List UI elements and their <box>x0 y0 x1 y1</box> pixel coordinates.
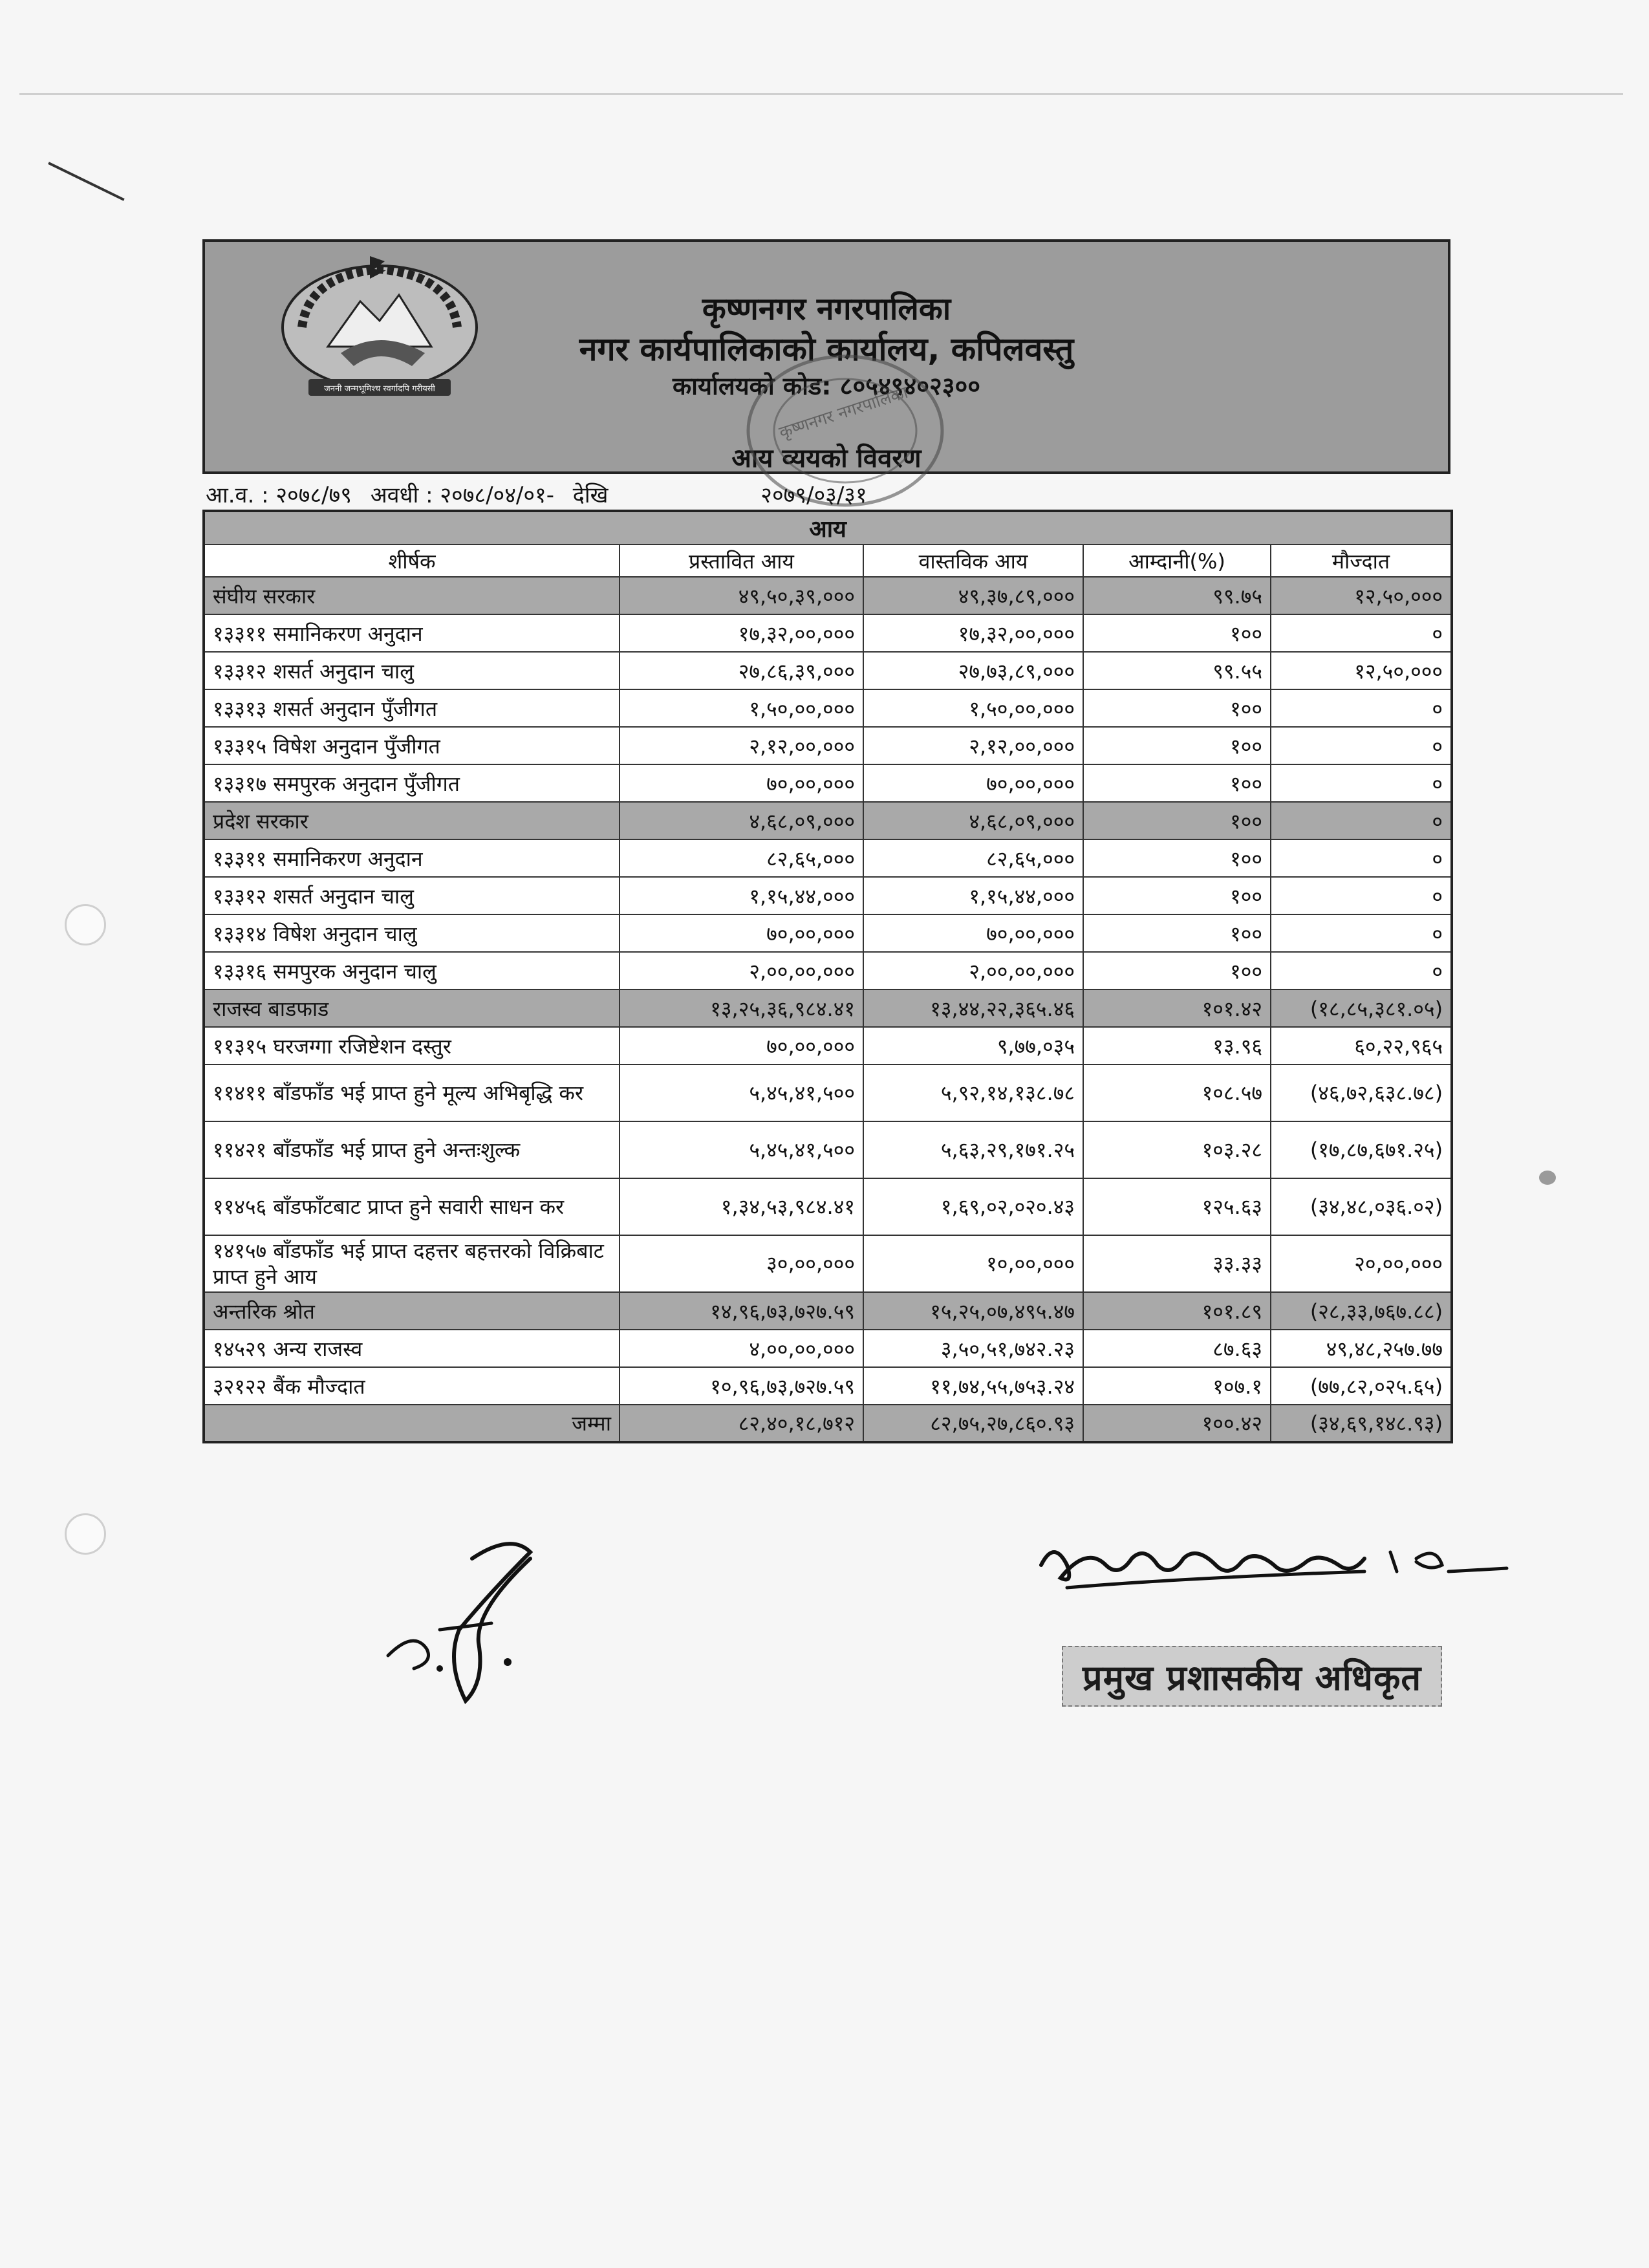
income-percent: ३३.३३ <box>1083 1235 1271 1292</box>
balance: ६०,२२,९६५ <box>1271 1027 1452 1064</box>
actual-income: १७,३२,००,००० <box>863 614 1083 652</box>
row-name: १३३११ समानिकरण अनुदान <box>204 839 620 877</box>
row-name: १४५२९ अन्य राजस्व <box>204 1330 620 1367</box>
table-row <box>204 1367 1452 1405</box>
balance: (२८,३३,७६७.८८) <box>1271 1292 1452 1330</box>
seal-text: कृष्णनगर नगरपालिका <box>777 383 911 443</box>
scan-speck <box>1539 1171 1556 1185</box>
income-percent: १०८.५७ <box>1083 1064 1271 1121</box>
row-name: १३३१५ विषेश अनुदान पुँजीगत <box>204 727 620 764</box>
income-percent: ९९.७५ <box>1083 577 1271 614</box>
table-row <box>204 1121 1452 1178</box>
actual-income: ५,६३,२९,१७१.२५ <box>863 1121 1083 1178</box>
balance: ० <box>1271 877 1452 914</box>
proposed-income: १,१५,४४,००० <box>620 877 863 914</box>
table-row <box>204 1027 1452 1064</box>
actual-income: १३,४४,२२,३६५.४६ <box>863 989 1083 1027</box>
actual-income: ८२,६५,००० <box>863 839 1083 877</box>
row-name: संघीय सरकार <box>204 577 620 614</box>
total-percent: १००.४२ <box>1083 1405 1271 1442</box>
category-row <box>204 1292 1452 1330</box>
row-name: ११४२१ बाँडफाँड भई प्राप्त हुने अन्तःशुल्क <box>204 1121 620 1178</box>
total-actual: ८२,७५,२७,८६०.९३ <box>863 1405 1083 1442</box>
actual-income: २,००,००,००० <box>863 952 1083 989</box>
table-row <box>204 1235 1452 1292</box>
table-row <box>204 764 1452 802</box>
signature-right <box>1028 1526 1520 1610</box>
pen-mark <box>48 162 125 201</box>
row-name: राजस्व बाडफाड <box>204 989 620 1027</box>
income-percent: १०० <box>1083 839 1271 877</box>
income-percent: १०० <box>1083 952 1271 989</box>
column-header: प्रस्तावित आय <box>620 545 863 577</box>
table-row <box>204 652 1452 689</box>
proposed-income: २,००,००,००० <box>620 952 863 989</box>
period-to: २०७९/०३/३१ <box>760 482 867 508</box>
balance: (१७,८७,६७१.२५) <box>1271 1121 1452 1178</box>
category-row <box>204 989 1452 1027</box>
designation-stamp: प्रमुख प्रशासकीय अधिकृत <box>1062 1646 1442 1707</box>
proposed-income: ३०,००,००० <box>620 1235 863 1292</box>
category-row <box>204 802 1452 839</box>
scan-edge-line <box>19 93 1623 95</box>
table-row <box>204 1064 1452 1121</box>
table-row <box>204 1178 1452 1235</box>
proposed-income: ७०,००,००० <box>620 1027 863 1064</box>
proposed-income: ४,००,००,००० <box>620 1330 863 1367</box>
section-title: आय <box>204 511 1452 545</box>
proposed-income: ७०,००,००० <box>620 764 863 802</box>
proposed-income: १७,३२,००,००० <box>620 614 863 652</box>
actual-income: ७०,००,००० <box>863 764 1083 802</box>
category-row <box>204 577 1452 614</box>
fiscal-year: आ.व. : २०७८/७९ <box>206 482 352 508</box>
table-row <box>204 877 1452 914</box>
table-row <box>204 727 1452 764</box>
actual-income: १०,००,००० <box>863 1235 1083 1292</box>
income-percent: १३.९६ <box>1083 1027 1271 1064</box>
table-row <box>204 914 1452 952</box>
balance: ० <box>1271 614 1452 652</box>
balance: ० <box>1271 802 1452 839</box>
statement-title: आय व्ययको विवरण <box>731 444 921 473</box>
income-percent: १०३.२८ <box>1083 1121 1271 1178</box>
balance: ० <box>1271 952 1452 989</box>
actual-income: १,६९,०२,०२०.४३ <box>863 1178 1083 1235</box>
proposed-income: १४,९६,७३,७२७.५९ <box>620 1292 863 1330</box>
total-label: जम्मा <box>204 1405 620 1442</box>
section-title-row <box>204 511 1452 545</box>
row-name: १३३११ समानिकरण अनुदान <box>204 614 620 652</box>
actual-income: १,१५,४४,००० <box>863 877 1083 914</box>
row-name: ११४११ बाँडफाँड भई प्राप्त हुने मूल्य अभिबृद्धि कर <box>204 1064 620 1121</box>
proposed-income: १३,२५,३६,९८४.४१ <box>620 989 863 1027</box>
income-percent: १०० <box>1083 914 1271 952</box>
table-row <box>204 839 1452 877</box>
table-row <box>204 689 1452 727</box>
income-percent: १०० <box>1083 614 1271 652</box>
balance: ४९,४८,२५७.७७ <box>1271 1330 1452 1367</box>
table-row <box>204 614 1452 652</box>
row-name: १३३१२ शसर्त अनुदान चालु <box>204 652 620 689</box>
column-header: वास्तविक आय <box>863 545 1083 577</box>
income-percent: १०० <box>1083 764 1271 802</box>
column-header: मौज्दात <box>1271 545 1452 577</box>
row-name: ११३१५ घरजग्गा रजिष्टेशन दस्तुर <box>204 1027 620 1064</box>
proposed-income: १,३४,५३,९८४.४१ <box>620 1178 863 1235</box>
total-proposed: ८२,४०,१८,७१२ <box>620 1405 863 1442</box>
proposed-income: १०,९६,७३,७२७.५९ <box>620 1367 863 1405</box>
income-percent: १२५.६३ <box>1083 1178 1271 1235</box>
department-name: नगर कार्यपालिकाको कार्यालय, कपिलवस्तु <box>579 330 1074 368</box>
period-line <box>206 479 867 509</box>
balance: (७७,८२,०२५.६५) <box>1271 1367 1452 1405</box>
office-name: कृष्णनगर नगरपालिका <box>702 291 951 327</box>
income-percent: १०० <box>1083 689 1271 727</box>
row-name: १३३१७ समपुरक अनुदान पुँजीगत <box>204 764 620 802</box>
balance: (१८,८५,३८१.०५) <box>1271 989 1452 1027</box>
balance: (४६,७२,६३८.७८) <box>1271 1064 1452 1121</box>
punch-hole <box>65 1513 106 1555</box>
row-name: अन्तरिक श्रोत <box>204 1292 620 1330</box>
row-name: १३३१४ विषेश अनुदान चालु <box>204 914 620 952</box>
balance: ० <box>1271 727 1452 764</box>
actual-income: ५,९२,१४,१३८.७८ <box>863 1064 1083 1121</box>
emblem-motto: जननी जन्मभूमिश्च स्वर्गादपि गरीयसी <box>324 384 435 394</box>
row-name: १३३१६ समपुरक अनुदान चालु <box>204 952 620 989</box>
balance: ० <box>1271 764 1452 802</box>
proposed-income: ५,४५,४१,५०० <box>620 1121 863 1178</box>
actual-income: ४९,३७,८९,००० <box>863 577 1083 614</box>
actual-income: १५,२५,०७,४९५.४७ <box>863 1292 1083 1330</box>
income-percent: १०० <box>1083 877 1271 914</box>
table-row <box>204 1330 1452 1367</box>
income-percent: १०० <box>1083 802 1271 839</box>
proposed-income: २,१२,००,००० <box>620 727 863 764</box>
income-table <box>202 510 1453 1443</box>
period-from: अवधी : २०७८/०४/०१- <box>370 482 554 508</box>
actual-income: २७,७३,८९,००० <box>863 652 1083 689</box>
actual-income: २,१२,००,००० <box>863 727 1083 764</box>
balance: २०,००,००० <box>1271 1235 1452 1292</box>
row-name: ११४५६ बाँडफाँटबाट प्राप्त हुने सवारी साधन कर <box>204 1178 620 1235</box>
balance: ० <box>1271 689 1452 727</box>
proposed-income: ७०,००,००० <box>620 914 863 952</box>
actual-income: ४,६८,०९,००० <box>863 802 1083 839</box>
proposed-income: १,५०,००,००० <box>620 689 863 727</box>
proposed-income: ४,६८,०९,००० <box>620 802 863 839</box>
actual-income: १,५०,००,००० <box>863 689 1083 727</box>
actual-income: ७०,००,००० <box>863 914 1083 952</box>
balance: १२,५०,००० <box>1271 577 1452 614</box>
column-header-row <box>204 545 1452 577</box>
income-percent: ८७.६३ <box>1083 1330 1271 1367</box>
income-percent: ९९.५५ <box>1083 652 1271 689</box>
proposed-income: ५,४५,४१,५०० <box>620 1064 863 1121</box>
total-balance: (३४,६९,१४८.९३) <box>1271 1405 1452 1442</box>
row-name: ३२१२२ बैंक मौज्दात <box>204 1367 620 1405</box>
balance: १२,५०,००० <box>1271 652 1452 689</box>
income-percent: १०१.४२ <box>1083 989 1271 1027</box>
row-name: १३३१३ शसर्त अनुदान पुँजीगत <box>204 689 620 727</box>
column-header: आम्दानी(%) <box>1083 545 1271 577</box>
actual-income: ३,५०,५१,७४२.२३ <box>863 1330 1083 1367</box>
row-name: १३३१२ शसर्त अनुदान चालु <box>204 877 620 914</box>
signature-left <box>362 1533 582 1720</box>
row-name: प्रदेश सरकार <box>204 802 620 839</box>
column-header: शीर्षक <box>204 545 620 577</box>
actual-income: ९,७७,०३५ <box>863 1027 1083 1064</box>
balance: (३४,४८,०३६.०२) <box>1271 1178 1452 1235</box>
proposed-income: २७,८६,३९,००० <box>620 652 863 689</box>
period-from-word: देखि <box>572 482 609 508</box>
proposed-income: ४९,५०,३९,००० <box>620 577 863 614</box>
document-header <box>202 239 1450 474</box>
punch-hole <box>65 904 106 945</box>
office-code: कार्यालयको कोड: ८०५४९४०२३०० <box>672 372 981 400</box>
actual-income: ११,७४,५५,७५३.२४ <box>863 1367 1083 1405</box>
income-percent: १०० <box>1083 727 1271 764</box>
total-row <box>204 1405 1452 1442</box>
income-percent: १०७.१ <box>1083 1367 1271 1405</box>
income-percent: १०१.८९ <box>1083 1292 1271 1330</box>
proposed-income: ८२,६५,००० <box>620 839 863 877</box>
row-name: १४१५७ बाँडफाँड भई प्राप्त दहत्तर बहत्तरको विक्रिबाट प्राप्त हुने आय <box>204 1235 620 1292</box>
balance: ० <box>1271 839 1452 877</box>
table-row <box>204 952 1452 989</box>
balance: ० <box>1271 914 1452 952</box>
